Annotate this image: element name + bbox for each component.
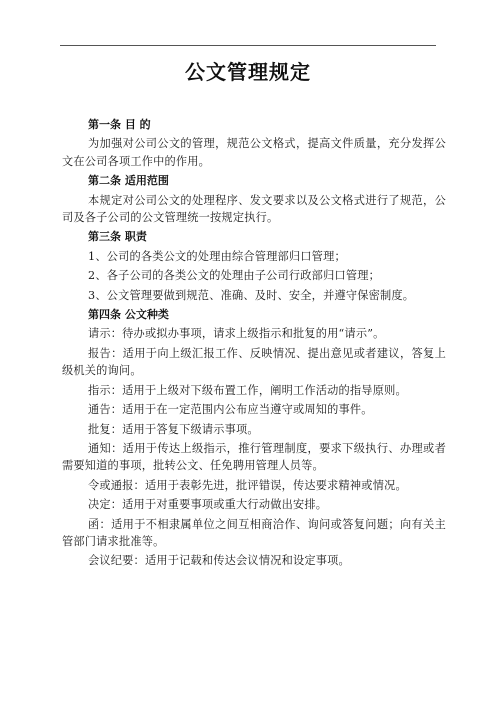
definition-item: 批复：适用于答复下级请示事项。	[88, 422, 259, 436]
section-heading: 第四条 公文种类	[88, 308, 169, 322]
section-paragraph: 为加强对公司公文的管理，规范公文格式，提高文件质量，充分发挥公文在公司各项工作中的作用。	[62, 137, 446, 168]
section-heading: 第一条 目 的	[88, 118, 151, 131]
definition-item: 请示：待办或拟办事项，请求上级指示和批复的用“请示”。	[88, 327, 385, 341]
definition-item: 令或通报：适用于表彰先进，批评错误，传达要求精神或情况。	[88, 478, 407, 492]
list-item: 1、公司的各类公文的处理由综合管理部归口管理；	[88, 249, 346, 263]
definition-item: 报告：适用于向上级汇报工作、反映情况、提出意见或者建议，答复上级机关的询问。	[62, 346, 446, 378]
definition-item: 指示：适用于上级对下级布置工作，阐明工作活动的指导原则。	[88, 383, 407, 397]
section-paragraph: 本规定对公司公文的处理程序、发文要求以及公文格式进行了规范，公司及各子公司的公文管理统一按规定执行。	[62, 193, 446, 225]
definition-item: 通告：适用于在一定范围内公布应当遵守或周知的事件。	[88, 403, 373, 417]
section-heading: 第二条 适用范围	[88, 174, 169, 188]
section-heading: 第三条 职责	[88, 230, 147, 244]
definition-item: 通知：适用于传达上级指示，推行管理制度，要求下级执行、办理或者需要知道的事项，批转公文、任免聘用管理人员等。	[62, 441, 446, 473]
list-item: 2、各子公司的各类公文的处理由子公司行政部归口管理；	[88, 269, 381, 283]
definition-item: 会议纪要：适用于记载和传达会议情况和设定事项。	[88, 554, 350, 568]
document-title: 公文管理规定	[185, 60, 311, 84]
definition-item: 函：适用于不相隶属单位之间互相商洽作、询问或答复问题；向有关主管部门请求批准等。	[62, 517, 446, 548]
header-rule	[60, 45, 436, 46]
list-item: 3、公文管理要做到规范、准确、及时、安全，并遵守保密制度。	[88, 288, 415, 302]
document-body	[62, 116, 446, 572]
definition-item: 决定：适用于对重要事项或重大行动做出安排。	[88, 498, 328, 512]
